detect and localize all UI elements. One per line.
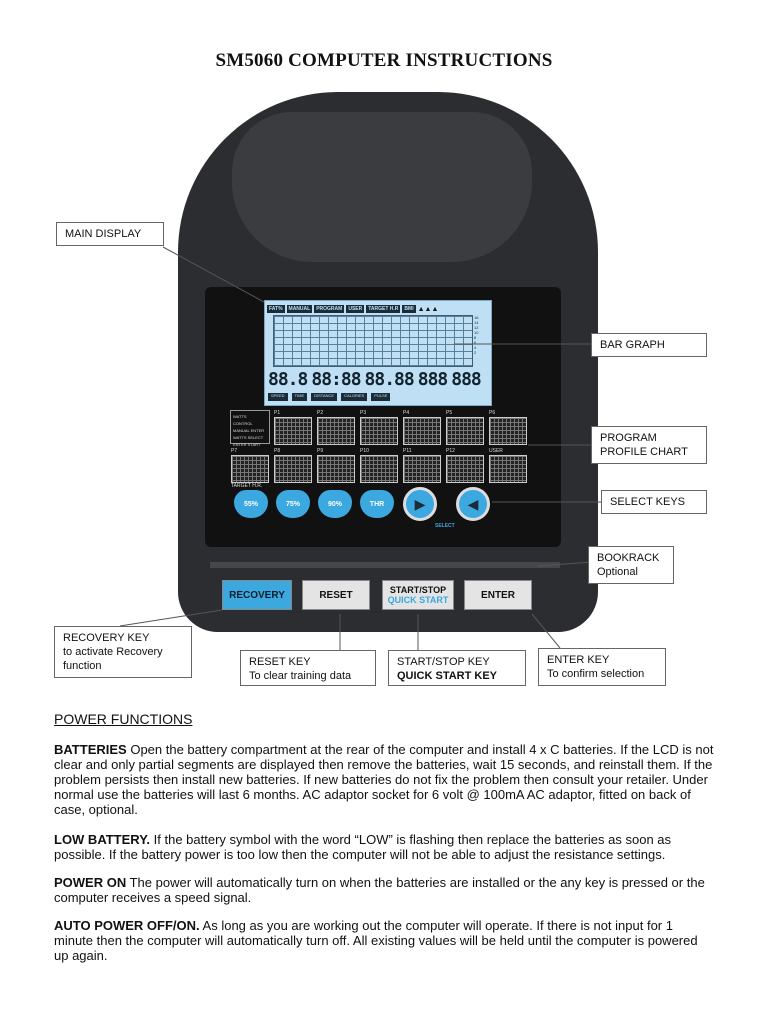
heart-75-button[interactable]: 75% [276, 490, 310, 518]
start-stop-button[interactable] [382, 580, 454, 610]
bar-graph [273, 315, 473, 367]
reset-label: RESET [319, 589, 353, 601]
program-label: P11 [403, 448, 412, 454]
callout-start-stop-key [388, 650, 526, 686]
callout-text: to activate Recovery [63, 646, 163, 658]
program-profile-tile [274, 455, 312, 483]
program-label: P10 [360, 448, 369, 454]
callout-text: BOOKRACK [597, 552, 660, 564]
batteries-lead: BATTERIES [54, 742, 127, 757]
program-label: USER [489, 448, 503, 454]
distance-label: DISTANCE [311, 393, 337, 401]
pulse-value: 888 [451, 369, 481, 390]
callout-text: MAIN DISPLAY [65, 228, 142, 240]
callout-bookrack [588, 546, 674, 584]
select-right-button[interactable] [403, 487, 437, 521]
pulse-label: PULSE [371, 393, 390, 401]
program-label: P3 [360, 410, 367, 416]
program-profile-tile [231, 455, 269, 483]
program-profile-tile [274, 417, 312, 445]
lcd-mode-program: PROGRAM [316, 306, 343, 312]
main-display [264, 300, 492, 406]
program-profile-tile [317, 455, 355, 483]
program-profile-tile [317, 417, 355, 445]
auto-power-text: As long as you are working out the computer will operate. If there is not input for 1 minute then the computer will automatically turn off. All existing values will be held until the computer is powered up again. [54, 918, 698, 963]
callout-text: PROFILE CHART [600, 446, 688, 458]
callout-recovery-key [54, 626, 192, 678]
low-battery-lead: LOW BATTERY. [54, 832, 151, 847]
low-battery-paragraph [54, 832, 714, 862]
program-label: P1 [274, 410, 281, 416]
lcd-mode-user: USER [348, 306, 363, 312]
callout-text: SELECT KEYS [610, 496, 685, 508]
arrow-right-icon: ▶ [414, 495, 426, 512]
lcd-label-row [268, 393, 488, 401]
batteries-paragraph [54, 742, 714, 817]
time-label: TIME [292, 393, 308, 401]
mode-line: ENTER START [233, 442, 261, 447]
auto-power-paragraph [54, 918, 714, 963]
lcd-digit-row [268, 369, 488, 391]
select-left-button[interactable] [456, 487, 490, 521]
program-label: P12 [446, 448, 455, 454]
callout-text: PROGRAM [600, 432, 657, 444]
lcd-header [267, 303, 489, 315]
lcd-mode-manual: MANUAL [288, 306, 311, 312]
callout-text: ENTER KEY [547, 654, 610, 666]
scale-tick: 12 [474, 325, 479, 330]
runner-icon: ▲▲▲ [417, 305, 439, 313]
heart-90-button[interactable]: 90% [318, 490, 352, 518]
scale-tick: 4 [474, 345, 477, 350]
mode-line: WATTS SELECT [233, 435, 264, 440]
scale-tick: 2 [474, 350, 477, 355]
callout-text: RECOVERY KEY [63, 632, 150, 644]
callout-enter-key [538, 648, 666, 686]
program-profile-tile [360, 417, 398, 445]
low-battery-text: If the battery symbol with the word “LOW” is flashing then replace the batteries as soon as possible. If the battery power is too low then the computer will not be able to adjust the resistance settings. [54, 832, 672, 862]
callout-text: To confirm selection [547, 668, 645, 680]
enter-button[interactable] [464, 580, 532, 610]
calories-value: 888 [417, 369, 448, 390]
program-label: P7 [231, 448, 238, 454]
select-label: SELECT [435, 523, 455, 529]
lcd-mode-fat: FAT% [269, 306, 283, 312]
console-top-recess [232, 112, 532, 262]
program-label: P9 [317, 448, 324, 454]
speed-value: 88.8 [268, 369, 308, 390]
scale-tick: 16 [474, 315, 479, 320]
time-value: 88:88 [311, 369, 361, 390]
callout-main-display [56, 222, 164, 246]
heart-thr-button[interactable]: THR [360, 490, 394, 518]
scale-tick: 8 [474, 335, 477, 340]
recovery-label: RECOVERY [229, 589, 285, 601]
speed-label: SPEED [268, 393, 288, 401]
callout-text: START/STOP KEY [397, 656, 490, 668]
power-on-paragraph [54, 875, 714, 905]
program-profile-tile [403, 455, 441, 483]
program-label: P5 [446, 410, 453, 416]
mode-line: MANUAL ENTER [233, 428, 265, 433]
quick-start-label: QUICK START [387, 595, 449, 605]
program-profile-tile [446, 417, 484, 445]
program-profile-tile [489, 417, 527, 445]
arrow-left-icon: ◀ [467, 495, 479, 512]
mode-box [230, 410, 270, 447]
callout-text: BAR GRAPH [600, 339, 665, 351]
auto-power-lead: AUTO POWER OFF/ON. [54, 918, 200, 933]
distance-value: 88.88 [364, 369, 414, 390]
program-profile-tile [360, 455, 398, 483]
callout-text: QUICK START KEY [397, 670, 498, 682]
heart-55-button[interactable]: 55% [234, 490, 268, 518]
lcd-mode-bmi: BMI [404, 306, 414, 312]
callout-program-profile [591, 426, 707, 464]
scale-tick: 6 [474, 340, 477, 345]
program-label: P4 [403, 410, 410, 416]
power-functions-heading: POWER FUNCTIONS [54, 711, 193, 727]
target-hr-label: TARGET H.R. [231, 483, 263, 489]
calories-label: CALORIES [341, 393, 367, 401]
batteries-text: Open the battery compartment at the rear of the computer and install 4 x C batteries. If the LCD is not clear and only partial segments are displayed then remove the batteries, wait 15 seconds, and reinstall them. If the problem persists then install new batteries. If new batteries do not fix the problem then consult your retailer. Under normal use the batteries will last 6 months. AC adaptor socket for 6 volt @ 100mA AC adaptor, fitted on back of case, optional. [54, 742, 714, 817]
program-label: P2 [317, 410, 324, 416]
bookrack-ledge [210, 562, 560, 568]
scale-tick: 14 [474, 320, 479, 325]
program-profile-tile [446, 455, 484, 483]
reset-button[interactable] [302, 580, 370, 610]
callout-text: RESET KEY [249, 656, 311, 668]
scale-tick: 10 [474, 330, 479, 335]
program-label: P8 [274, 448, 281, 454]
program-profile-tile [489, 455, 527, 483]
power-on-lead: POWER ON [54, 875, 127, 890]
bar-graph-scale [474, 315, 488, 365]
callout-bar-graph [591, 333, 707, 357]
page-title: SM5060 COMPUTER INSTRUCTIONS [215, 50, 553, 71]
callout-select-keys [601, 490, 707, 514]
program-label: P6 [489, 410, 496, 416]
start-stop-label: START/STOP [389, 585, 447, 595]
mode-line: WATTS CONTROL [233, 414, 253, 426]
power-on-text: The power will automatically turn on when the batteries are installed or the any key is pressed or the computer receives a speed signal. [54, 875, 705, 905]
enter-label: ENTER [481, 589, 515, 601]
callout-text: Optional [597, 566, 638, 578]
program-profile-tile [403, 417, 441, 445]
lcd-mode-target: TARGET H.R [368, 306, 399, 312]
callout-text: function [63, 660, 102, 672]
callout-text: To clear training data [249, 670, 352, 682]
recovery-button[interactable] [222, 580, 292, 610]
callout-reset-key [240, 650, 376, 686]
